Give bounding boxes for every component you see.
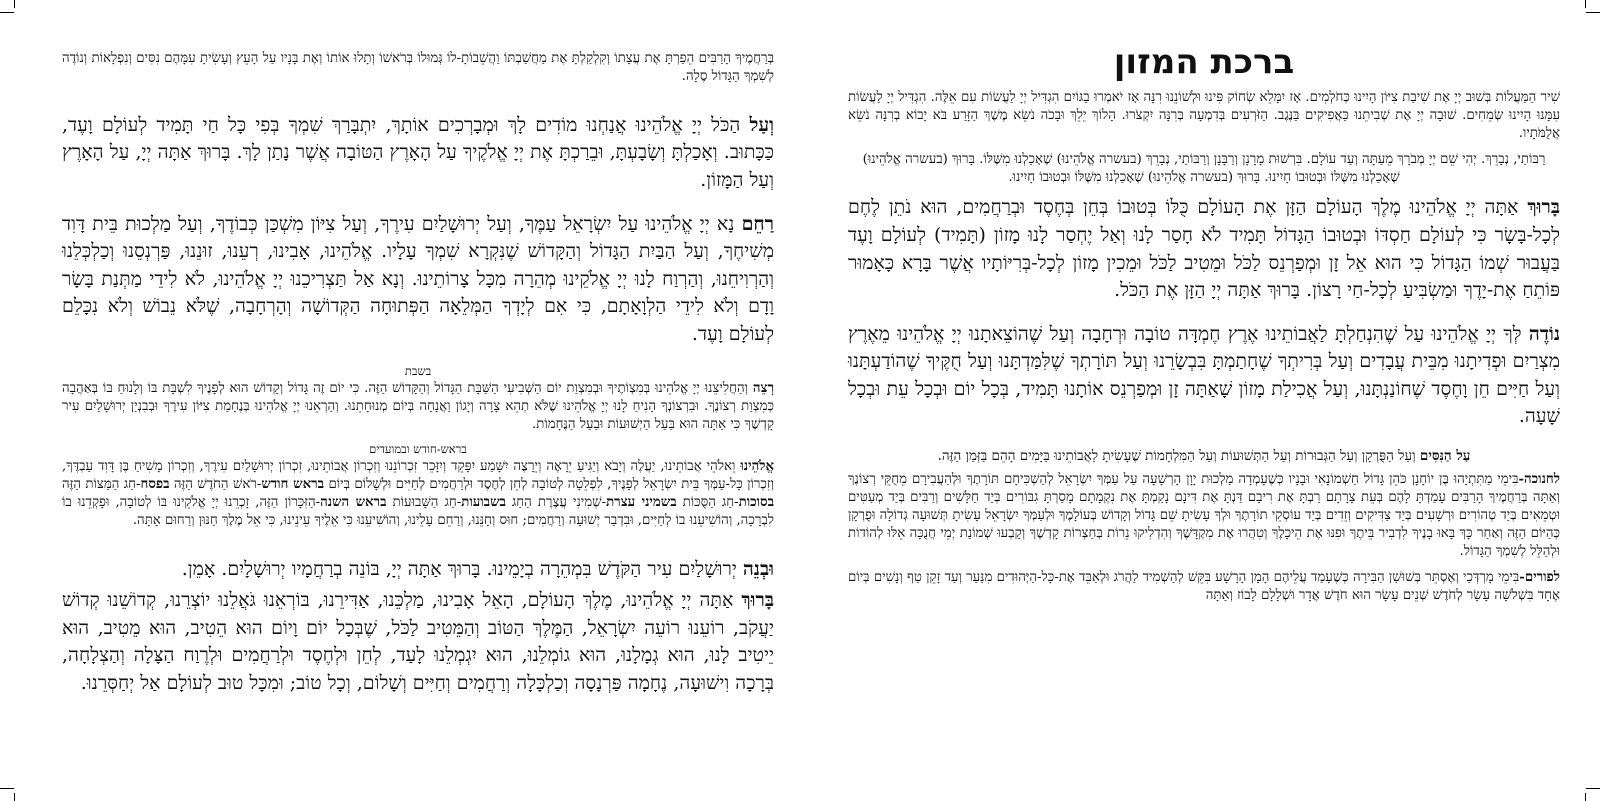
paragraph-lead: בָּרוּךְ xyxy=(1527,196,1560,219)
crop-mark xyxy=(14,0,15,8)
crop-mark xyxy=(14,793,15,801)
paragraph-lead: אֱלֹהֵינוּ xyxy=(740,459,774,475)
holiday-label: בשבועות xyxy=(461,494,506,510)
holiday-text: -חַג הַשָּׁבוּעוֹת xyxy=(386,494,462,510)
paragraph-text: וֵאלֹהֵי אֲבוֹתֵינוּ, יַעֲלֶה וְיָבֹא וְיַגִּיעַ יֵרָאֶה וְיֵרָצֶה יִשָּׁמַע יִפָּקֵד וְיִזָּכֵר זִכְרוֹנֵנוּ וְזִכְרוֹן אֲבוֹתֵינוּ, זִכְרוֹן יְרוּשָׁלַיִם עִירֶךָ, וְזִכְרוֹן מָשִׁיחַ בֶּן דָּוִד עַבְדֶּךָ, וְזִכְרוֹן כָּל-עַמְּךָ בֵּית יִשְׂרָאֵל לְפָנֶיךָ, לִפְלֵטָה לְטוֹבָה לְחֵן לְחֶסֶד וּלְרַחֲמִים לְחַיִּים וּלְשָׁלוֹם בְּיוֹם xyxy=(62,459,775,492)
yaaleh-veyavo-paragraph xyxy=(62,458,774,530)
rosh-chodesh-label: בראש-חודש ובמועדים xyxy=(369,442,467,457)
crop-mark xyxy=(0,12,14,13)
holiday-text: -רֹאשׁ הַחֹדֶשׁ הַזֶּה xyxy=(169,477,262,492)
holiday-label: בסוכות xyxy=(738,494,775,510)
crop-mark xyxy=(0,788,14,789)
rachem-paragraph xyxy=(62,211,774,349)
purim-continuation: בְּרַחֲמֶיךָ הָרַבִּים הֵפַרְתָּ אֶת עֲצָתוֹ וְקִלְקַלְתָּ אֶת מַחֲשַׁבְתּוֹ וַהֲשֵׁבוֹתָ-לוֹ גְּמוּלוֹ בְּרֹאשׁוֹ וְתָלוּ אוֹתוֹ וְאֶת בָּנָיו עַל הָעֵץ וְעָשִׂיתָ עִמָּהֶם נִסִּים וְנִפְלָאוֹת וְנוֹדֶה לְשִׁמְךָ הַגָּדוֹל סֶלָה. xyxy=(62,51,774,84)
paragraph-text: בִּימֵי מָרְדְּכַי וְאֶסְתֵּר בְּשׁוּשַׁן הַבִּירָה כְּשֶׁעָמַד עֲלֵיהֶם הָמָן הָרָשָׁע בִּקֵּשׁ לְהַשְׁמִיד לַהֲרֹג וּלְאַבֵּד אֶת-כָּל-הַיְּהוּדִים מִנַּעַר וְעַד זָקֵן טַף וְנָשִׁים בְּיוֹם אֶחָד בִּשְׁלֹשָׁה עָשָׂר לְחֹדֶשׁ שְׁנֵים עָשָׂר הוּא חֹדֶשׁ אֲדָר וּשְׁלָלָם לָבוֹז וְאַתָּה xyxy=(848,569,1560,603)
paragraph-text: וְעַל הַפֻּרְקָן וְעַל הַגְּבוּרוֹת וְעַל הַתְּשׁוּעוֹת וְעַל הַמִּלְחָמוֹת שֶׁעָשִׂיתָ לַאֲבוֹתֵינוּ בַּיָּמִים הָהֵם בַּזְּמַן הַזֶּה. xyxy=(937,447,1420,464)
retzeh-paragraph xyxy=(62,380,774,434)
holiday-text: -חַג הַסֻּכּוֹת xyxy=(676,494,739,510)
spacer xyxy=(62,538,774,556)
crop-mark xyxy=(1586,788,1600,789)
paragraph-text: אַתָּה יְיָ אֱלֹהֵינוּ מֶלֶךְ הָעוֹלָם הַזָּן אֶת הָעוֹלָם כֻּלּוֹ בְּטוּבוֹ בְּחֵן בְּחֶסֶד וּבְרַחֲמִים, הוּא נֹתֵן לֶחֶם לְכָל-בָּשָׂר כִּי לְעוֹלָם חַסְדּוֹ וּבְטוּבוֹ הַגָּדוֹל תָּמִיד לֹא חָסַר לָנוּ וְאַל יֶחְסַר לָנוּ מָזוֹן (תָּמִיד) לְעוֹלָם וָעֶד בַּעֲבוּר שְׁמוֹ הַגָּדוֹל כִּי הוּא אֵל זָן וּמְפַרְנֵס לַכֹּל וּמֵטִיב לַכֹּל וּמֵכִין מָזוֹן לְכָל-בְּרִיּוֹתָיו אֲשֶׁר בָּרָא כָּאָמוּר פּוֹתֵחַ אֶת-יָדֶךָ וּמַשְׂבִּיעַ לְכָל-חַי רָצוֹן. בָּרוּךְ אַתָּה יְיָ הַזָּן אֶת הַכֹּל. xyxy=(848,196,1560,302)
shir-hamaalot-paragraph: שִׁיר הַמַּעֲלוֹת בְּשׁוּב יְיָ אֶת שִׁיבַת צִיּוֹן הָיִינוּ כְּחֹלְמִים. אָז יִמָּלֵא שְׂחוֹק פִּינוּ וּלְשׁוֹנֵנוּ רִנָּה אָז יֹאמְרוּ בַגּוֹיִם הִגְדִּיל יְיָ לַעֲשׂוֹת עִם אֵלֶּה. הִגְדִּיל יְיָ לַעֲשׂוֹת עִמָּנוּ הָיִינוּ שְׂמֵחִים. שׁוּבָה יְיָ אֶת שְׁבִיתֵנוּ כַּאֲפִיקִים בַּנֶּגֶב. הַזֹּרְעִים בְּדִמְעָה בְּרִנָּה יִקְצֹרוּ. הָלוֹךְ יֵלֵךְ וּבָכֹה נֹשֵׂא מֶשֶׁךְ הַזָּרַע בֹּא יָבוֹא בְרִנָּה נֹשֵׂא אֲלֻמֹּתָיו. xyxy=(848,89,1560,141)
paragraph-lead: לפורים- xyxy=(1519,569,1560,585)
paragraph-lead: בָּרוּךְ xyxy=(741,589,774,612)
paragraph-text: וְהַחֲלִיצֵנוּ יְיָ אֱלֹהֵינוּ בְּמִצְוֹתֶיךָ וּבְמִצְוַת יוֹם הַשְּׁבִיעִי הַשַּׁבָּת הַגָּדוֹל וְהַקָּדוֹשׁ הַזֶּה. כִּי יוֹם זֶה גָּדוֹל וְקָדוֹשׁ הוּא לְפָנֶיךָ לִשְׁבָּת בּוֹ וְלָנוּחַ בּוֹ בְּאַהֲבָה כְּמִצְוַת רְצוֹנֶךָ. וּבִרְצוֹנְךָ הָנִיחַ לָנוּ יְיָ אֱלֹהֵינוּ שֶׁלֹּא תְהֵא צָרָה וְיָגוֹן וַאֲנָחָה בְּיוֹם מְנוּחָתֵנוּ. וְהַרְאֵנוּ יְיָ אֱלֹהֵינוּ בְּנֶחָמַת צִיּוֹן עִירֶךָ וּבְבִנְיַן יְרוּשָׁלַיִם עִיר קָדְשֶׁךָ כִּי אַתָּה הוּא בַּעַל הַיְשׁוּעוֹת וּבַעַל הַנֶּחָמוֹת. xyxy=(62,381,774,433)
paragraph-lead: נוֹדֶה xyxy=(1528,322,1560,345)
paragraph-lead: וְעַל xyxy=(749,113,774,136)
spacer xyxy=(62,94,774,112)
paragraph-text: יְרוּשָׁלַיִם עִיר הַקֹּדֶשׁ בִּמְהֵרָה בְיָמֵינוּ. בָּרוּךְ אַתָּה יְיָ, בּוֹנֵה בְרַחֲמָיו יְרוּשָׁלָיִם. אָמֵן. xyxy=(181,557,743,580)
paragraph-lead: רְצֵה xyxy=(752,381,774,397)
holiday-text: -הַזִּכָּרוֹן הַזֶּה, זָכְרֵנוּ יְיָ אֱלֹקֵינוּ בּוֹ לְטוֹבָה, וּפָקְדֵנוּ בוֹ לִבְרָכָה, וְהוֹשִׁיעֵנוּ בוֹ לְחַיִּים, וּבִדְבַר יְשׁוּעָה וְרַחֲמִים; חוּס וְחָנֵּנוּ, וְרַחֵם עָלֵינוּ, וְהוֹשִׁיעֵנוּ כִּי אֵלֶיךָ עֵינֵינוּ, כִּי אֵל מֶלֶךְ חַנּוּן וְרַחוּם אָתָּה. xyxy=(62,494,774,528)
holiday-label: בפסח xyxy=(140,477,170,492)
holiday-label: בראש חודש xyxy=(261,477,325,492)
crop-mark xyxy=(1585,793,1586,801)
crop-mark xyxy=(1585,0,1586,8)
purim-paragraph xyxy=(848,569,1560,605)
baruch-hazan-paragraph xyxy=(848,194,1560,304)
paragraph-text: הַכֹּל יְיָ אֱלֹהֵינוּ אֲנַחְנוּ מוֹדִים לָךְ וּמְבָרְכִים אוֹתָךְ, יִתְבָּרַךְ שִׁמְךָ בְּפִי כָּל חַי תָּמִיד לְעוֹלָם וָעֶד, כַּכָּתוּב. וְאָכַלְתָּ וְשָׂבָעְתָּ, וּבֵרַכְתָּ אֶת יְיָ אֱלֹקֶיךָ עַל הָאָרֶץ הַטּוֹבָה אֲשֶׁר נָתַן לָךְ. בָּרוּךְ אַתָּה יְיָ, עַל הָאָרֶץ וְעַל הַמָּזוֹן. xyxy=(62,113,774,191)
paragraph-text: בִּימֵי מַתִּתְיָהוּ בֶּן יוֹחָנָן כֹּהֵן גָּדוֹל חַשְׁמוֹנָאִי וּבָנָיו כְּשֶׁעָמְדָה מַלְכוּת יָוָן הָרְשָׁעָה עַל עַמְּךָ יִשְׂרָאֵל לְהַשְׁכִּיחָם תּוֹרָתֶךָ וּלְהַעֲבִירָם מֵחֻקֵּי רְצוֹנֶךָ וְאַתָּה בְּרַחֲמֶיךָ הָרַבִּים עָמַדְתָּ לָהֶם בְּעֵת צָרָתָם רַבְתָּ אֶת רִיבָם דַּנְתָּ אֶת דִּינָם נָקַמְתָּ אֶת נִקְמָתָם מָסַרְתָּ גִבּוֹרִים בְּיַד חַלָּשִׁים וְרַבִּים בְּיַד מְעַטִּים וּטְמֵאִים בְּיַד טְהוֹרִים וּרְשָׁעִים בְּיַד צַדִּיקִים וְזֵדִים בְּיַד עוֹסְקֵי תוֹרָתֶךָ וּלְךָ עָשִׂיתָ שֵׁם גָּדוֹל וְקָדוֹשׁ בְּעוֹלָמֶךָ וּלְעַמְּךָ יִשְׂרָאֵל עָשִׂיתָ תְּשׁוּעָה גְדוֹלָה וּפֻרְקָן כְּהַיּוֹם הַזֶּה וְאַחַר כָּךְ בָּאוּ בָנֶיךָ לִדְבִיר בֵּיתֶךָ וּפִנּוּ אֶת הֵיכָלֶךָ וְטִהֲרוּ אֶת מִקְדָּשֶׁךָ וְהִדְלִיקוּ נֵרוֹת בְּחַצְרוֹת קָדְשֶׁךָ וְקָבְעוּ שְׁמוֹנַת יְמֵי חֲנֻכָּה אֵלּוּ לְהוֹדוֹת וּלְהַלֵּל לְשִׁמְךָ הַגָּדוֹל. xyxy=(848,472,1561,559)
paragraph-lead: לחנוכה- xyxy=(1518,472,1560,488)
right-page xyxy=(848,40,1560,761)
paragraph-text: אַתָּה יְיָ אֱלֹהֵינוּ, מֶלֶךְ הָעוֹלָם, הָאֵל אָבִינוּ, מַלְכֵּנוּ, אַדִּירֵנוּ, בּוֹרְאֵנוּ גֹּאֲלֵנוּ יוֹצְרֵנוּ, קְדוֹשֵׁנוּ קְדוֹשׁ יַעֲקֹב, רוֹעֵנוּ רוֹעֵה יִשְׂרָאֵל, הַמֶּלֶךְ הַטּוֹב וְהַמֵּטִיב לַכֹּל, שֶׁבְּכָל יוֹם וָיוֹם הוּא הֵטִיב, הוּא מֵטִיב, הוּא יֵיטִיב לָנוּ, הוּא גְמָלָנוּ, הוּא גוֹמְלֵנוּ, הוּא יִגְמְלֵנוּ לָעַד, לְחֵן וּלְחֶסֶד וּלְרַחֲמִים וּלְרֶוַח הַצָּלָה וְהַצְלָחָה, בְּרָכָה וִישׁוּעָה, נֶחָמָה פַּרְנָסָה וְכַלְכָּלָה וְרַחֲמִים וְחַיִּים וְשָׁלוֹם, וְכָל טוֹב; וּמִכָּל טוּב לְעוֹלָם אַל יְחַסְּרֵנוּ. xyxy=(62,589,774,694)
holiday-text: -חַג הַמַּצּוֹת הַזֶּה xyxy=(62,477,141,492)
al-hanisim-paragraph xyxy=(848,447,1560,465)
holiday-label: בראש השנה xyxy=(320,494,387,510)
holiday-text: -שְׁמִינִי עֲצֶרֶת הַחַג xyxy=(505,494,607,510)
paragraph-text: לְּךָ יְיָ אֱלֹהֵינוּ עַל שֶׁהִנְחַלְתָּ לַאֲבוֹתֵינוּ אֶרֶץ חֶמְדָּה טוֹבָה וּרְחָבָה וְעַל שֶׁהוֹצֵאתָנוּ יְיָ אֱלֹהֵינוּ מֵאֶרֶץ מִצְרַיִם וּפְדִיתָנוּ מִבֵּית עֲבָדִים וְעַל בְּרִיתְךָ שֶׁחָתַמְתָּ בִּבְשָׂרֵנוּ וְעַל תּוֹרָתְךָ שֶׁלִּמַּדְתָּנוּ וְעַל חֻקֶּיךָ שֶׁהוֹדַעְתָּנוּ וְעַל חַיִּים חֵן וָחֶסֶד שֶׁחוֹנַנְתָּנוּ, וְעַל אֲכִילַת מָזוֹן שָׁאַתָּה זָן וּמְפַרְנֵס אוֹתָנוּ תָּמִיד, בְּכָל יוֹם וּבְכָל עֵת וּבְכָל שָׁעָה. xyxy=(848,322,1560,428)
hatov-vehametiv-paragraph xyxy=(62,587,774,697)
paragraph-lead: עַל הַנִּסִּים xyxy=(1419,447,1471,464)
paragraph-text: נָא יְיָ אֱלֹהֵינוּ עַל יִשְׂרָאֵל עַמֶּךָ, וְעַל יְרוּשָׁלַיִם עִירֶךָ, וְעַל צִיּוֹן מִשְׁכַּן כְּבוֹדֶךָ, וְעַל מַלְכוּת בֵּית דָּוִד מְשִׁיחֶךָ, וְעַל הַבַּיִת הַגָּדוֹל וְהַקָּדוֹשׁ שֶׁנִּקְרָא שִׁמְךָ עָלָיו. אֱלֹהֵינוּ, אָבִינוּ, רְעֵנוּ, זוּנֵנוּ, פַּרְנְסֵנוּ וְכַלְכְּלֵנוּ וְהַרְוִיחֵנוּ, וְהַרְוַח לָנוּ יְיָ אֱלֹקֵינוּ מְהֵרָה מִכָּל צָרוֹתֵינוּ. וְנָא אַל תַּצְרִיכֵנוּ יְיָ אֱלֹהֵינוּ, לֹא לִידֵי מַתְּנַת בָּשָׂר וָדָם וְלֹא לִידֵי הַלְוָאָתָם, כִּי אִם לְיָדְךָ הַמְּלֵאָה הַפְּתוּחָה הַקְּדוֹשָׁה וְהָרְחָבָה, שֶׁלֹּא נֵבוֹשׁ וְלֹא נִכָּלֵם לְעוֹלָם וָעֶד. xyxy=(62,212,774,345)
left-page xyxy=(62,40,774,761)
zimun-paragraph: רַבּוֹתַי, נְבָרֵךְ. יְהִי שֵׁם יְיָ מְבֹרָךְ מֵעַתָּה וְעַד עוֹלָם. בִּרְשׁוּת מָרָנָן וְרַבָּנָן וְרַבּוֹתַי, נְבָרֵךְ (בעשרה אֱלֹהֵינוּ) שֶׁאָכַלְנוּ מִשֶּׁלּוֹ. בָּרוּךְ (בעשרה אֱלֹהֵינוּ) שֶׁאָכַלְנוּ מִשֶּׁלּוֹ וּבְטוּבוֹ חָיִינוּ. בָּרוּךְ (בעשרה אֱלֹהֵינוּ) שֶׁאָכַלְנוּ מִשֶּׁלּוֹ וּבְטוּבוֹ חָיִינוּ. xyxy=(862,151,1546,185)
chanukah-paragraph xyxy=(848,471,1560,561)
uvneh-paragraph xyxy=(62,556,774,584)
crop-mark xyxy=(1586,12,1600,13)
paragraph-lead: רַחֵם xyxy=(741,212,774,235)
shabbat-label: בשבת xyxy=(404,364,432,379)
paragraph-lead: וּבְנֵה xyxy=(742,557,774,580)
veal-hakol-paragraph xyxy=(62,112,774,195)
holiday-label: בשמיני עצרת xyxy=(606,494,677,510)
nodeh-paragraph xyxy=(848,321,1560,431)
page-title: ברכת המזון xyxy=(1113,42,1295,82)
